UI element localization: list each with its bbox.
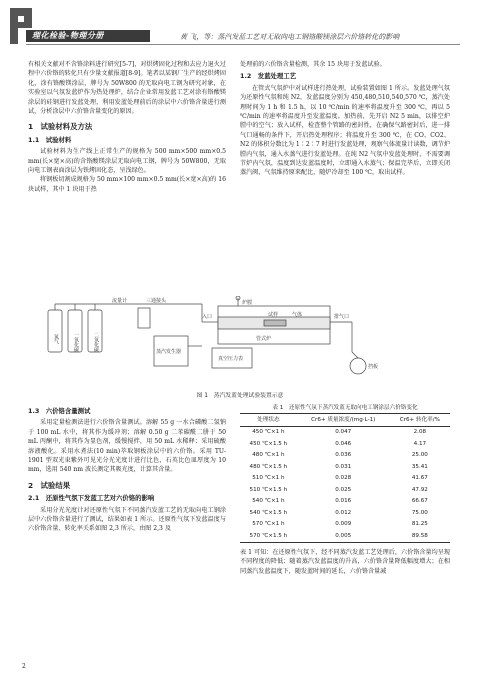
table-cell: 66.67 xyxy=(411,498,428,505)
table-row xyxy=(240,530,450,542)
label-specimen: 试样 xyxy=(268,312,279,318)
table-cell: 540 ℃×1 h xyxy=(252,498,285,505)
table-cell: 0.005 xyxy=(335,532,352,539)
table-row xyxy=(240,438,450,449)
table-cell: 0.047 xyxy=(335,429,352,436)
table-header-cell: Cr6+ 质量浓度/(mg·L-1) xyxy=(311,417,376,423)
table-1-caption: 表 1 还原性气氛下蒸汽发蓝无取向电工钢涂层六价铬变化 xyxy=(272,405,418,411)
table-header-cell: 处理状态 xyxy=(257,417,280,423)
table-cell: 0.012 xyxy=(335,509,352,516)
gas-cylinder-n2 xyxy=(48,310,62,352)
page-number: 2 xyxy=(22,663,26,670)
section-1-2-title: 1.2 发蓝处理工艺 xyxy=(240,72,297,81)
table-row xyxy=(240,507,450,518)
table-cell: 570 ℃×1.5 h xyxy=(249,532,288,539)
table-cell: 450 ℃×1 h xyxy=(252,429,285,436)
table-cell: 0.009 xyxy=(335,521,352,528)
header-rule xyxy=(26,44,460,45)
table-1 xyxy=(240,413,450,542)
right-column-top xyxy=(240,60,450,178)
section-1-3-title: 1.3 六价铬含量测试 xyxy=(28,407,91,415)
label-furnace-tube: 炉膛 xyxy=(242,300,253,306)
label-n2: 氮气 xyxy=(53,334,59,344)
flowmeter-box xyxy=(138,308,150,328)
label-exhaust: 排气口 xyxy=(334,314,350,320)
section-1-3-paragraph: 采用定量检测法进行六价铬含量测试。溶解 55 g 一水合磷酸二氢钠于 100 mL 水中，将其作为缓冲剂；溶解 0.50 g 二苯碳酰二肼于 50 mL 丙酮中，将其作为显色剂，缓慢搅拌，用 50 mL 水稀释；采用硫酸溶液酸化。采用水煮法(10 min)萃取钢板涂层中的六价铬。采用 TU-1901 型双光束紫外可见光分光光度计进行比色，石英比色皿厚度为 10 mm，选用 540 nm 波长测定其吸光度，计算其含量。 xyxy=(28,419,226,474)
table-header-cell: Cr6+ 转化率/% xyxy=(399,417,440,423)
table-cell: 89.58 xyxy=(411,532,428,539)
table-cell: 75.00 xyxy=(411,509,428,516)
table-cell: 450 ℃×1.5 h xyxy=(249,440,288,447)
label-pressure-gauge: 真空压力表 xyxy=(218,356,244,362)
table-cell: 510 ℃×1 h xyxy=(252,475,285,482)
right-bottom-paragraph: 表 1 可知：在还原性气氛下，经不同蒸汽发蓝工艺处理后，六价铬含量均呈现不同程度的降低；随着蒸汽发蓝温度的升高，六价铬含量降低幅度增大；在相同蒸汽发蓝温度下，随发蓝时间的延长，六价铬含量减 xyxy=(240,548,450,575)
table-cell: 47.92 xyxy=(411,486,428,493)
right-column-bottom xyxy=(240,404,450,576)
section-1-1-title: 1.1 试验材料 xyxy=(28,135,72,144)
baffle-circle xyxy=(350,358,366,374)
section-1-title: 1 试验材料及方法 xyxy=(28,122,93,132)
table-cell: 480 ℃×1 h xyxy=(252,452,285,459)
label-baffle: 挡板 xyxy=(368,364,379,370)
table-cell: 570 ℃×1 h xyxy=(252,521,285,528)
table-cell: 540 ℃×1.5 h xyxy=(249,509,288,516)
table-body xyxy=(240,426,450,542)
label-co: 一氧化碳 xyxy=(73,332,79,352)
label-inlet: 入口 xyxy=(202,314,213,320)
left-column-top xyxy=(28,60,226,194)
table-row xyxy=(240,496,450,507)
table-cell: 0.028 xyxy=(335,475,352,482)
table-cell: 0.016 xyxy=(335,498,352,505)
table-cell: 35.41 xyxy=(411,463,428,470)
section-1-1-paragraph-1: 试验材料为生产线上正常生产的规格为 500 mm×500 mm×0.5 mm(长×宽×高)的含铬酸镁涂层无取向电工钢，牌号为 50W800，无取向电工钢表面涂层为铁烤固化态，呈浅绿色。 xyxy=(28,148,226,175)
journal-name: 理化检验-物理分册 xyxy=(32,31,104,40)
table-cell: 81.25 xyxy=(411,521,428,528)
intro-paragraph: 有相关文献对不含铬涂料进行研究[5-7]，对烘烤固化过程和去应力退火过程中六价铬的转化只有少量文献报道[8-9]。笔者以某钢厂生产的经烘烤固化，涂有铬酸镁涂层，牌号为 50W800 的无取向电工钢为研究对象，在实验室以气氛发蓝炉作为热处理炉，结合企业常用发蓝工艺对涂有铬酸镁涂层的硅钢进行发蓝处理，利用发蓝处理前后的涂层中六价铬含量进行测试，分析涂层中六价铬含量变化的原因。 xyxy=(28,61,226,116)
running-title: 黄 飞，等：蒸汽发蓝工艺对无取向电工钢铬酸镁涂层六价铬转化的影响 xyxy=(180,33,400,41)
table-cell: 480 ℃×1.5 h xyxy=(249,463,288,470)
table-cell: 41.67 xyxy=(411,475,428,482)
table-row xyxy=(240,519,450,530)
section-2-title: 2 试验结果 xyxy=(28,480,71,490)
table-cell: 4.17 xyxy=(413,440,427,447)
table-header-row xyxy=(240,414,450,426)
label-co2: 二氧化碳 xyxy=(93,332,99,352)
label-three-way: 三通接头 xyxy=(146,298,167,304)
section-1-1-paragraph-2: 将钢板切割成规格为 50 mm×100 mm×0.5 mm(长×宽×高)的 16 块试样，其中 1 块用于热 xyxy=(28,176,226,193)
figure-1-apparatus-diagram xyxy=(42,296,402,386)
specimen xyxy=(264,320,286,326)
table-cell: 2.08 xyxy=(413,429,427,436)
table-cell: 25.00 xyxy=(411,452,428,459)
table-row xyxy=(240,484,450,495)
figure-1-caption: 图 1 蒸汽发蓝处理试验装置示意 xyxy=(196,393,284,399)
right-top-paragraph: 处理前的六价铬含量检测，其余 15 块用于发蓝试验。 xyxy=(240,61,386,68)
label-gas: 气体 xyxy=(292,312,303,318)
table-cell: 510 ℃×1.5 h xyxy=(249,486,288,493)
section-1-2-paragraph: 在管式气氛炉中对试样进行热处理，试验装置如图 1 所示。发蓝处理气氛为还原性气氛和纯 N2，发蓝温度分别为 450,480,510,540,570 ℃，蒸汽处理时间为 1 h 和 1.5 h，以 10 ℃/min 的速率将温度升至 300 ℃，再以 5 ℃/min 的速率将温度升至发蓝温度。加热前，先开启 N2 5 min，以排空炉膛中的空气；放入试样，检查整个管路的密封性，在确保气路密封后，进一排气口通畅的条件下，开启热处理程序；将温度升至 300 ℃，在 CO、CO2、N2 的体积分数比为 1∶2∶7 时进行发蓝处理，观察气体流量计读数，调节炉膛内气氛，通入水蒸气进行发蓝处理。在纯 N2 气氛中发蓝处理时，不需要调节炉内气氛，温度到达发蓝温度时，立即通入水蒸气；保温完毕后，立即关闭蒸汽阀，气氛维持原来配比，随炉冷却至 100 ℃，取出试样。 xyxy=(240,84,450,177)
label-tube-furnace: 管式炉 xyxy=(256,336,272,342)
table-row xyxy=(240,473,450,484)
section-2-1-paragraph: 采用分光光度计对还原性气氛下不同蒸汽发蓝工艺的无取向电工钢涂层中六价铬含量进行了测试，结果如表 1 所示。还原性气氛下发蓝温度与六价铬含量、转化率关系如图 2,3 所示，由图 2,3 及 xyxy=(28,506,226,533)
section-2-1-title: 2.1 还原性气氛下发蓝工艺对六价铬的影响 xyxy=(28,494,155,503)
table-row xyxy=(240,426,450,438)
label-steam-generator: 蒸汽发生器 xyxy=(156,349,182,355)
table-cell: 0.036 xyxy=(335,452,352,459)
table-row xyxy=(240,450,450,461)
label-flowmeter: 流量计 xyxy=(112,298,128,304)
table-cell: 0.025 xyxy=(335,486,352,493)
left-column-bottom xyxy=(28,404,226,534)
table-cell: 0.031 xyxy=(335,463,352,470)
table-cell: 0.046 xyxy=(335,440,352,447)
table-row xyxy=(240,461,450,472)
